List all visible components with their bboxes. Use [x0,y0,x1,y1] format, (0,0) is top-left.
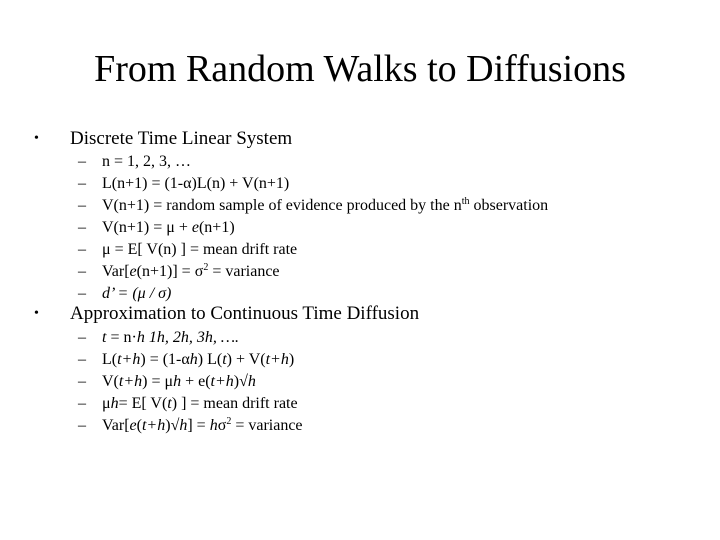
dash-marker: – [78,329,86,346]
dash-marker: – [78,417,86,434]
dash-marker: – [78,395,86,412]
slide-title: From Random Walks to Diffusions [94,48,626,90]
list-item: – V(t+h) = μh + e(t+h)√h [78,373,256,390]
bullet-marker: • [34,131,39,146]
list-item: – d’ = (μ / σ) [78,285,172,302]
dash-marker: – [78,197,86,214]
list-item: – t = n·h 1h, 2h, 3h, …. [78,329,240,346]
dash-marker: – [78,175,86,192]
dash-marker: – [78,219,86,236]
list-item: – L(n+1) = (1-α)L(n) + V(n+1) [78,175,290,192]
list-item: – V(n+1) = random sample of evidence produced by the $n^{th}$ observation [78,196,549,214]
list-item: – $Var[e(t+h)√h] = h\sigma^2$ = variance [78,416,303,434]
bullet-heading: Approximation to Continuous Time Diffusion [70,303,420,324]
dash-marker: – [78,351,86,368]
dash-marker: – [78,373,86,390]
bullet-heading: Discrete Time Linear System [70,128,293,149]
list-item: – n = 1, 2, 3, … [78,153,192,170]
dash-marker: – [78,153,86,170]
list-item: – μh= E[ V(t) ] = mean drift rate [78,395,298,412]
list-item: – μ = E[ V(n) ] = mean drift rate [78,241,298,258]
list-item: – L(t+h) = (1-αh) L(t) + V(t+h) [78,351,295,368]
dash-marker: – [78,263,86,280]
dash-marker: – [78,285,86,302]
bullet-discrete-time [34,127,292,151]
list-item: – V(n+1) = μ + e(n+1) [78,219,235,236]
bullet-marker: • [34,306,39,321]
dash-marker: – [78,241,86,258]
list-item: – $Var[e(n+1)] = \sigma^2$ = variance [78,262,280,280]
bullet-continuous-time [34,302,419,326]
